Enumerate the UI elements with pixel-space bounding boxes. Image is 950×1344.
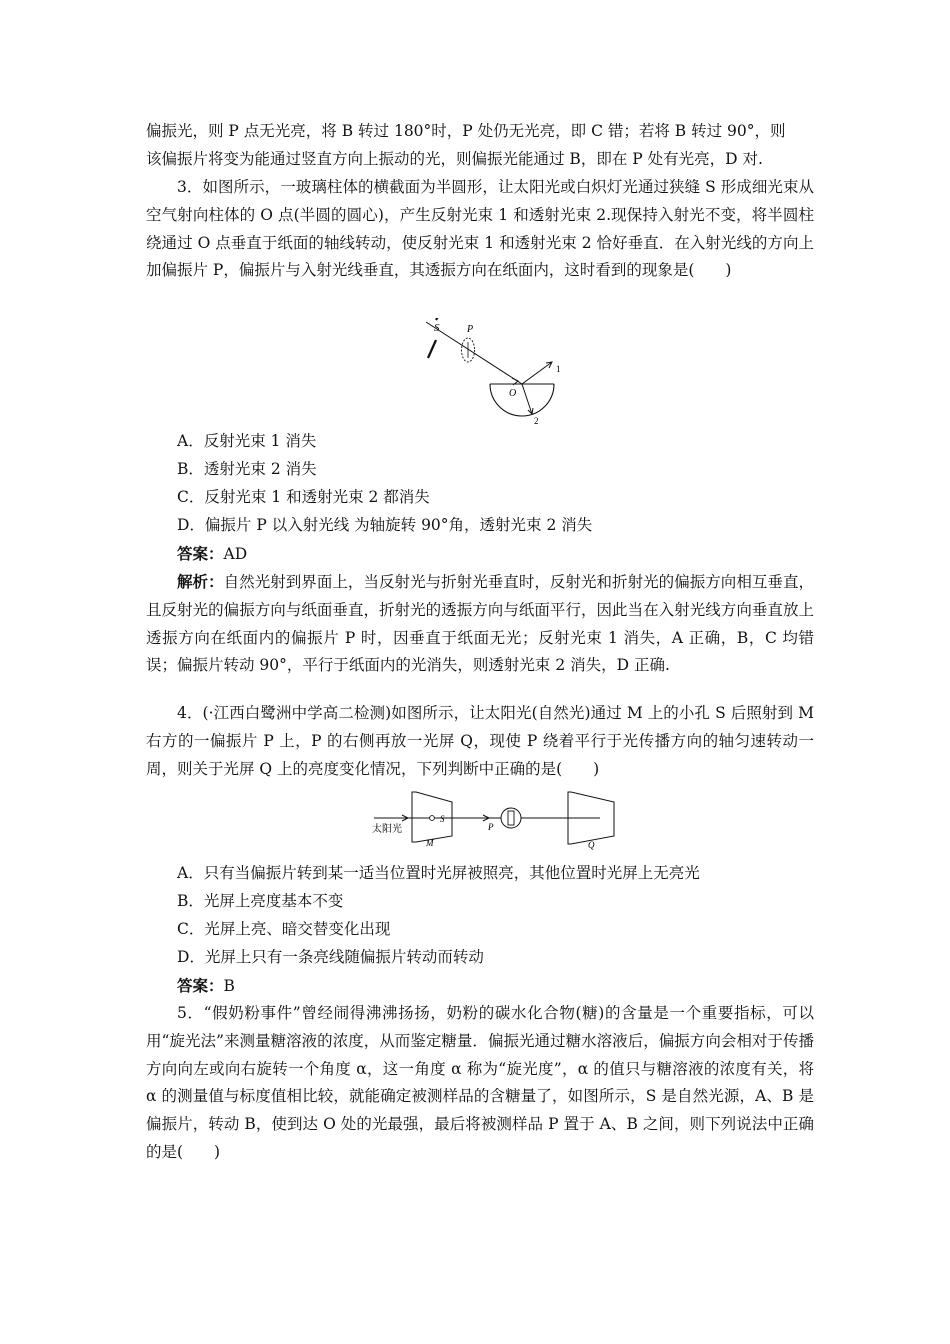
refracted-ray-2	[522, 384, 532, 414]
q3-analysis	[146, 568, 814, 680]
q4-answer	[177, 972, 235, 1001]
reflected-ray-1	[522, 362, 552, 384]
hole-s-icon	[430, 816, 435, 821]
incident-ray	[426, 322, 522, 384]
q4-option-b: B．光屏上亮度基本不变	[177, 892, 344, 910]
label-beam-2: 2	[534, 416, 539, 426]
q3-answer-label: 答案：	[177, 544, 224, 563]
q3-option-d: D．偏振片 P 以入射光线 为轴旋转 90°角，透射光束 2 消失	[177, 516, 593, 534]
q4-answer-label: 答案：	[177, 976, 224, 995]
label-s: S	[440, 814, 445, 824]
label-p: P	[488, 822, 494, 832]
q4-polarizer-figure	[368, 788, 618, 850]
semicircle-arc	[490, 384, 554, 416]
q3-option-c: C．反射光束 1 和透射光束 2 都消失	[177, 488, 430, 506]
q3-semicircle-figure	[420, 318, 590, 428]
q4-option-a: A．只有当偏振片转到某一适当位置时光屏被照亮，其他位置时光屏上无亮光	[177, 864, 700, 882]
q3-analysis-text: 自然光射到界面上，当反射光与折射光垂直时，反射光和折射光的偏振方向相互垂直，且反射光的偏振方向与纸面垂直，折射光的透振方向与纸面平行，因此当在入射光线方向垂直放上透振方向在纸面内的偏振片 P 时，因垂直于纸面无光；反射光束 1 消失，A 正确，B，C 均错误；偏振片转动 90°，平行于纸面内的光消失，则透射光束 2 消失，D 正确.	[146, 573, 814, 675]
label-sun: 太阳光	[372, 824, 402, 835]
label-beam-1: 1	[556, 364, 561, 374]
intro-line-1: 偏振光，则 P 点无光亮，将 B 转过 180°时，P 处仍无光亮，即 C 错；若将 B 转过 90°，则	[146, 122, 786, 140]
q4-answer-value: B	[223, 977, 235, 995]
q3-analysis-label: 解析：	[177, 572, 224, 591]
label-s: S	[434, 322, 440, 334]
intro-line-2: 该偏振片将变为能通过竖直方向上振动的光，则偏振光能通过 B，即在 P 处有光亮，D 对.	[146, 150, 763, 168]
q3-option-a: A．反射光束 1 消失	[177, 432, 317, 450]
label-p: P	[467, 324, 474, 335]
slit-upper-icon	[428, 340, 436, 358]
label-q: Q	[588, 840, 595, 850]
q4-option-d: D．光屏上只有一条亮线随偏振片转动而转动	[177, 948, 484, 966]
q3-answer-value: AD	[223, 545, 248, 563]
q5-stem: 5．“假奶粉事件”曾经闹得沸沸扬扬，奶粉的碳水化合物(糖)的含量是一个重要指标，可以用“旋光法”来测量糖溶液的浓度，从而鉴定糖量．偏振光通过糖水溶液后，偏振方向会相对于传播方向向左或向右旋转一个角度 α，这一角度 α 称为“旋光度”，α 的值只与糖溶液的浓度有关，将 α 的测量值与标度值相比较，就能确定被测样品的含糖量了，如图所示，S 是自然光源，A、B 是偏振片，转动 B，使到达 O 处的光最强，最后将被测样品 P 置于 A、B 之间，则下列说法中正确的是( )	[146, 1004, 814, 1161]
q3-answer	[177, 540, 247, 569]
q3-option-b: B．透射光束 2 消失	[177, 460, 317, 478]
q4-option-c: C．光屏上亮、暗交替变化出现	[177, 920, 391, 938]
label-o: O	[509, 388, 517, 399]
q3-stem: 3．如图所示，一玻璃柱体的横截面为半圆形，让太阳光或白炽灯光通过狭缝 S 形成细光束从空气射向柱体的 O 点(半圆的圆心)，产生反射光束 1 和透射光束 2.现保持入射光不变，将半圆柱绕通过 O 点垂直于纸面的轴线转动，使反射光束 1 和透射光束 2 恰好垂直．在入射光线的方向上加偏振片 P，偏振片与入射光线垂直，其透振方向在纸面内，这时看到的现象是( )	[146, 178, 814, 280]
q4-stem: 4．(·江西白鹭洲中学高二检测)如图所示，让太阳光(自然光)通过 M 上的小孔 S 后照射到 M 右方的一偏振片 P 上，P 的右侧再放一光屏 Q，现使 P 绕着平行于光传播方向的轴匀速转动一周，则关于光屏 Q 上的亮度变化情况，下列判断中正确的是( )	[146, 704, 814, 778]
label-m: M	[426, 838, 434, 848]
